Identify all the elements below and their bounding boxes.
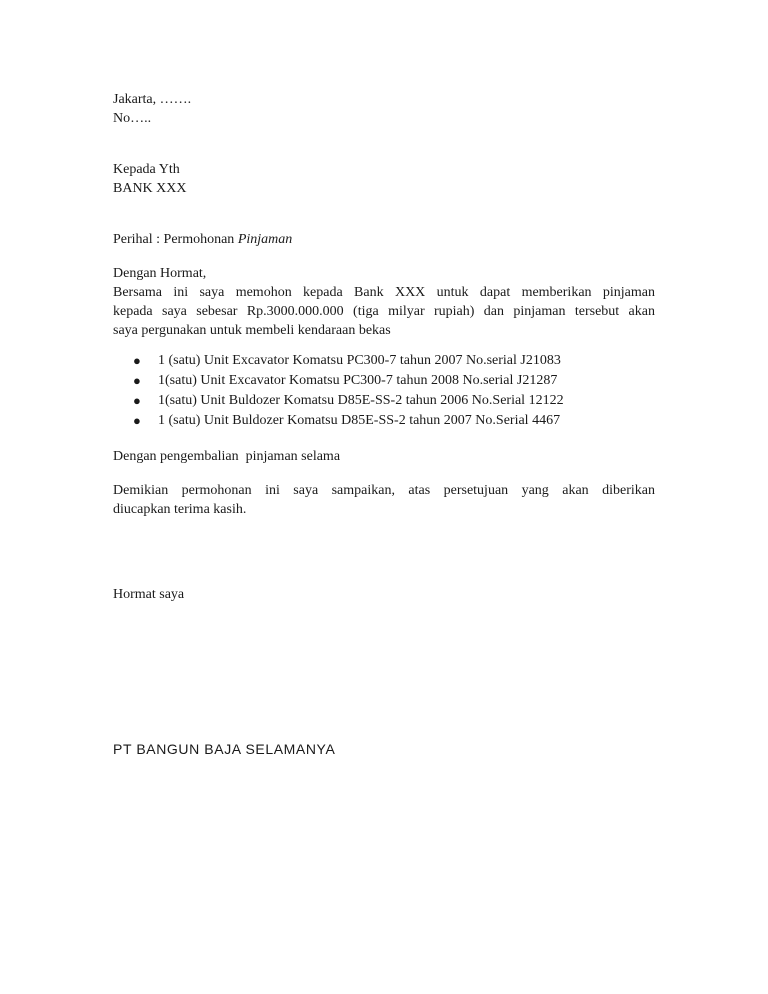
bullet-icon: ●	[133, 373, 141, 388]
closing-paragraph	[113, 481, 655, 519]
company-name: PT BANGUN BAJA SELAMANYA	[113, 741, 336, 757]
bullet-icon: ●	[133, 353, 141, 368]
regards-block	[113, 585, 655, 604]
subject-line	[113, 230, 655, 249]
list-item	[113, 351, 655, 371]
closing-line: Demikian permohonan ini saya sampaikan, atas persetujuan yang akan diberikan	[113, 483, 655, 498]
list-item	[113, 391, 655, 411]
paragraph-line: saya pergunakan untuk membeli kendaraan bekas	[113, 323, 391, 338]
place-date: Jakarta, …….	[113, 92, 192, 107]
bullet-icon: ●	[133, 393, 141, 408]
recipient-name: BANK XXX	[113, 181, 187, 196]
recipient-salutation: Kepada Yth	[113, 162, 180, 177]
repayment-line	[113, 447, 655, 466]
vehicle-list	[113, 351, 655, 431]
subject-value: Pinjaman	[237, 232, 293, 247]
closing-line: diucapkan terima kasih.	[113, 502, 247, 517]
letter-number: No…..	[113, 111, 152, 126]
paragraph-line: kepada saya sebesar Rp.3000.000.000 (tiga milyar rupiah) dan pinjaman tersebut akan	[113, 304, 655, 319]
body-paragraph	[113, 264, 655, 340]
regards-text: Hormat saya	[113, 587, 185, 602]
list-item-text: 1(satu) Unit Buldozer Komatsu D85E-SS-2 tahun 2006 No.Serial 12122	[158, 393, 564, 408]
subject-label: Perihal : Permohonan	[113, 232, 238, 247]
paragraph-line: Bersama ini saya memohon kepada Bank XXX untuk dapat memberikan pinjaman	[113, 285, 655, 300]
recipient-block	[113, 160, 655, 198]
bullet-icon: ●	[133, 413, 141, 428]
list-item-text: 1(satu) Unit Excavator Komatsu PC300-7 tahun 2008 No.serial J21287	[158, 373, 558, 388]
repayment-text: Dengan pengembalian pinjaman selama	[113, 449, 341, 464]
list-item-text: 1 (satu) Unit Buldozer Komatsu D85E-SS-2 tahun 2007 No.Serial 4467	[158, 413, 561, 428]
list-item-text: 1 (satu) Unit Excavator Komatsu PC300-7 tahun 2007 No.serial J21083	[158, 353, 561, 368]
list-item	[113, 411, 655, 431]
list-item	[113, 371, 655, 391]
salutation: Dengan Hormat,	[113, 266, 207, 281]
letter-header	[113, 90, 655, 128]
company-block	[113, 740, 655, 759]
